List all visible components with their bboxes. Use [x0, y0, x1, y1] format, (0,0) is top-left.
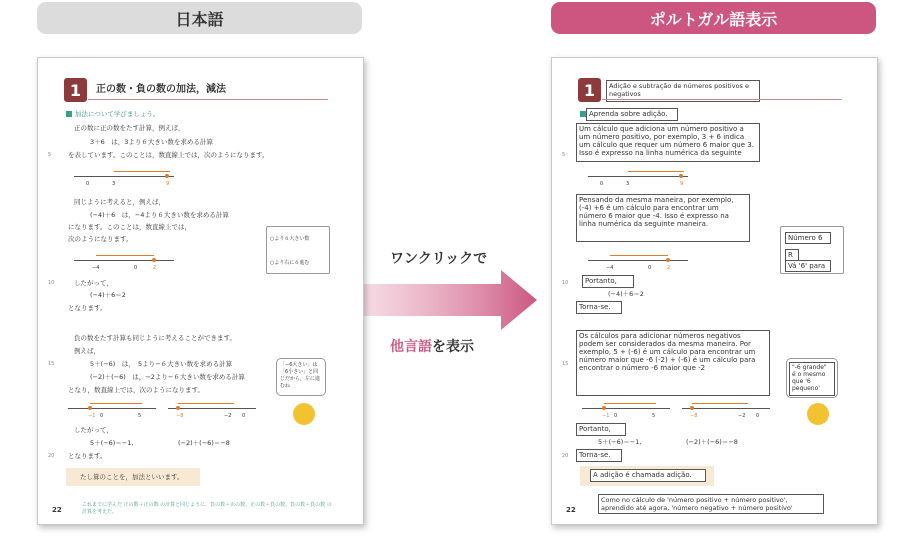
page-number: 22 [52, 506, 62, 514]
speech-bubble [786, 358, 838, 398]
section-heading: 加法について学びましょう。 [75, 110, 160, 118]
text-line: (−2)＋(−6)＝−8 [178, 439, 230, 447]
equation-line: 5＋(−6)＝−1, [598, 438, 642, 446]
side-box [266, 226, 330, 274]
other-language-accent: 他言語 [390, 339, 432, 355]
jump-arrow [114, 171, 170, 172]
number-line [588, 176, 688, 177]
text-line: 5＋(−6)＝−1, [90, 439, 134, 447]
equation-line: (−2)＋(−6)＝−8 [686, 438, 738, 446]
point-marker [679, 174, 683, 178]
jump-arrow [610, 255, 668, 256]
mascot-character [293, 403, 315, 425]
show-text: を表示 [432, 339, 474, 355]
tick-label: −8 [690, 413, 698, 419]
note-box [66, 468, 200, 486]
speech-bubble [276, 358, 326, 396]
text-line: したがって， [74, 426, 113, 434]
number-line [74, 260, 174, 261]
text-line: になります。このことは，数直線上では， [68, 223, 191, 231]
translated-text-box: Portanto, [582, 275, 634, 288]
tick-label: 0 [756, 413, 760, 419]
side-box-line: R [785, 249, 799, 261]
point-marker [666, 258, 670, 262]
footer-note: Como no cálculo de 'número positivo + número positivo', aprendido até agora, 'número negativo + número positivo' [598, 494, 824, 514]
text-line: 例えば， [74, 347, 100, 355]
tick-label: 0 [600, 181, 604, 187]
tick-label: 0 [100, 413, 104, 419]
side-box-line: Número 6 [785, 232, 831, 244]
note-text: たし算のことを，加法といいます。 [80, 473, 184, 481]
text-line: 正の数に正の数をたす計算，例えば， [74, 124, 185, 132]
tick-label: 2 [153, 265, 157, 271]
text-line: したがって， [74, 279, 113, 287]
tick-label: 5 [138, 413, 142, 419]
translated-text-box: Torna-se. [576, 449, 622, 462]
portuguese-header-label: ポルトガル語表示 [649, 9, 778, 29]
note-text: A adição é chamada adição. [590, 469, 706, 482]
tick-label: 5 [652, 413, 656, 419]
tick-label: 3 [626, 181, 630, 187]
point-marker [152, 258, 156, 262]
translated-text-box: Torna-se. [576, 301, 622, 314]
translated-text-box: Um cálculo que adiciona um número positivo a um número positivo, por exemplo, 3 + 6 indica um cálculo que requer um número 6 maior que 3. Isso é expresso na linha numérica da seguinte [576, 123, 760, 162]
number-line [168, 408, 256, 409]
jump-arrow [90, 403, 142, 404]
text-line: (−4)＋6 は，−4より６大きい数を求める計算 [90, 211, 229, 219]
title-underline [88, 99, 328, 100]
tick-label: 9 [680, 181, 684, 187]
chapter-number: 1 [64, 78, 87, 102]
japanese-header [37, 2, 362, 34]
tick-label: 2 [667, 265, 671, 271]
side-box-line: ○より６大きい数 [270, 236, 310, 242]
text-line: となり，数直線上では，次のようになります。 [68, 386, 204, 394]
chapter-title: 正の数・負の数の加法，減法 [96, 84, 226, 95]
equation-line: (−4)＋6＝2 [608, 290, 644, 298]
tick-label: 3 [112, 181, 116, 187]
number-line [68, 408, 156, 409]
tick-label: 0 [242, 413, 246, 419]
number-line [74, 176, 174, 177]
translated-title-box: Adição e subtração de números positivos e negativos [606, 80, 760, 102]
text-line: 負の数をたす計算も同じように考えることができます。 [74, 334, 236, 342]
translated-text-box: Os cálculos para adicionar números negativos podem ser considerados da mesma maneira. Por exemplo, 5 + (-6) é um cálculo para encontrar um número maior que -6 (-2) + (-6) é um cálculo para encontrar o número -6 maior que -2 [576, 330, 770, 396]
one-click-text: ワンクリックで [390, 251, 488, 267]
point-marker [602, 406, 606, 410]
tick-label: 0 [648, 265, 652, 271]
text-line: 3＋6 は，3より６大きい数を求める計算 [90, 138, 213, 146]
text-line: 次のようになります。 [68, 235, 133, 243]
portuguese-page: 1 Adição e subtração de números positivos e negativos Aprenda sobre adição. Um cálculo que adiciona um número positivo a um número positivo, por exemplo, 3 + 6 indica um cálculo que requer um número 6 maior que 3. Isso é expresso na linha numérica da seguinte 5 0 3 9 Pensando da mesma maneira, por exemplo, (-4) +6 é um cálculo para encontrar um número 6 maior que -4. Isso é expresso na linha numérica da seguinte maneira. −4 0 2 Número 6 R Vá '6' para 10 Portanto, (−4)＋6＝2 Torna-se. Os cálculos para adicionar números negativos podem ser considerados da mesma maneira. Por exemplo, 5 + (-6) é um cálculo para encontrar um número maior que -6 (-2) + (-6) é um cálculo para encontrar o número -6 maior que -2 15 "-6 grande" é o mesmo que '6 pequeno' −1 0 5 −8 −2 0 Portanto, 5＋(−6)＝−1, (−2)＋(−6)＝−8 20 Torna-se. A adição é chamada adição. 22 Como no cálculo de 'número positivo + número positivo', aprendido até agora, 'número negativo + número positivo' [551, 57, 878, 525]
tick-label: −8 [176, 413, 184, 419]
tick-label: −2 [224, 413, 232, 419]
bubble-text: 「−6大きい」は「6小さい」と同じだから，左に進むね [280, 362, 321, 389]
tick-label: 0 [134, 265, 138, 271]
title-underline [602, 99, 842, 100]
text-line: (−4)＋6＝2 [90, 291, 126, 299]
chapter-number: 1 [578, 78, 601, 102]
page-number: 22 [566, 506, 576, 514]
translated-text-box: Pensando da mesma maneira, por exemplo, (-4) +6 é um cálculo para encontrar um número 6 maior que -4. Isso é expresso na linha numérica da seguinte maneira. [576, 194, 750, 242]
side-box-line: Vá '6' para [785, 260, 831, 272]
point-marker [88, 406, 92, 410]
point-marker [176, 406, 180, 410]
tick-label: −1 [88, 413, 96, 419]
tick-label: −1 [602, 413, 610, 419]
text-line: となります。 [68, 304, 107, 312]
side-box-line: ○より右に６進む [270, 260, 310, 266]
section-marker [66, 111, 72, 117]
tick-label: 9 [166, 181, 170, 187]
number-line [682, 408, 770, 409]
point-marker [165, 174, 169, 178]
text-line: 5＋(−6) は， 5より−６大きい数を求める計算 [90, 360, 233, 368]
translated-text-box: Portanto, [576, 423, 626, 436]
portuguese-header [551, 2, 876, 34]
footer-note: これまでに学んだ 正の数＋正の数 の計算と同じように，負の数＋正の数，正の数＋負の数，負の数＋負の数 の計算を考えた。 [82, 502, 332, 515]
point-marker [690, 406, 694, 410]
jump-arrow [692, 403, 748, 404]
note-box [580, 466, 714, 486]
japanese-header-label: 日本語 [175, 9, 224, 29]
jump-arrow [628, 171, 684, 172]
bubble-text: "-6 grande" é o mesmo que '6 pequeno' [789, 362, 835, 396]
tick-label: −4 [606, 265, 614, 271]
japanese-page: 1 正の数・負の数の加法，減法 加法について学びましょう。 正の数に正の数をたす計算，例えば， 3＋6 は，3より６大きい数を求める計算 5 を表しています。このことは，数直線上では，次のようになります。 0 3 9 同じように考えると，例えば， (−4)＋6 は，−4より６大きい数を求める計算 になります。このことは，数直線上では， 次のようになります。 −4 0 2 ○より６大きい数 ○より右に６進む 10 したがって， (−4)＋6＝2 となります。 負の数をたす計算も同じように考えることができます。 例えば， 15 5＋(−6) は， 5より−６大きい数を求める計算 (−2)＋(−6) は，−2より−６大きい数を求める計算 となり，数直線上では，次のようになります。 「−6大きい」は「6小さい」と同じだから，左に進むね −1 0 5 −8 −2 0 したがって， 5＋(−6)＝−1, (−2)＋(−6)＝−8 20 となります。 たし算のことを，加法といいます。 22 これまでに学んだ 正の数＋正の数 の計算と同じように，負の数＋正の数，正の数＋負の数，負の数＋負の数 の計算を考えた。 [37, 57, 364, 525]
number-line [582, 408, 670, 409]
mascot-character [807, 403, 829, 425]
tick-label: −4 [92, 265, 100, 271]
jump-arrow [178, 403, 234, 404]
jump-arrow [604, 403, 656, 404]
translated-section-box: Aprenda sobre adição. [586, 108, 678, 121]
text-line: 同じように考えると，例えば， [74, 198, 165, 206]
jump-arrow [96, 255, 154, 256]
text-line: を表しています。このことは，数直線上では，次のようになります。 [68, 151, 269, 159]
text-line: となります。 [68, 452, 107, 460]
tick-label: −2 [738, 413, 746, 419]
text-line: (−2)＋(−6) は，−2より−６大きい数を求める計算 [90, 373, 245, 381]
number-line [588, 260, 688, 261]
side-box [780, 226, 844, 274]
tick-label: 0 [614, 413, 618, 419]
tick-label: 0 [86, 181, 90, 187]
show-other-language-text [390, 336, 474, 356]
